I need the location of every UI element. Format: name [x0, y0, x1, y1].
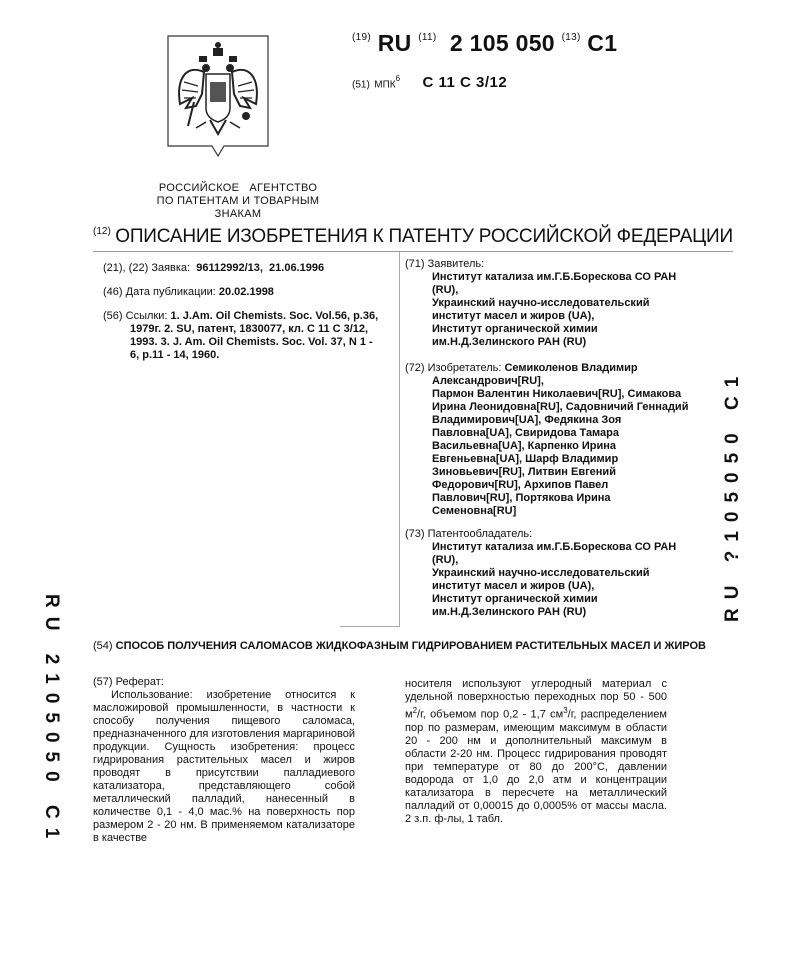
inid-code-54: (54) [93, 640, 113, 652]
superscript-2: 2 [412, 706, 418, 715]
section-divider [340, 626, 400, 627]
patentee-line: Институт органической химии [432, 593, 598, 605]
inventor-line: Пармон Валентин Николаевич[RU], Симакова [432, 388, 682, 400]
patentee-line: им.Н.Д.Зелинского РАН (RU) [432, 606, 587, 618]
inventor-line: Павловна[UA], Свиридова Тамара [432, 427, 620, 439]
russian-coat-of-arms-icon [166, 34, 270, 164]
field-patentee [405, 528, 700, 619]
agency-name [138, 182, 338, 221]
field-references [103, 310, 380, 362]
country-code: RU [377, 30, 412, 56]
applicant-line: институт масел и жиров (UA), [432, 310, 595, 322]
side-code-left-text: RU 2105050 C1 [41, 594, 62, 848]
inventor-line: Евгеньевна[UA], Шарф Владимир [432, 453, 619, 465]
invention-title [93, 640, 733, 653]
patentee-line: Институт катализа им.Г.Б.Борескова СО РАН [432, 541, 677, 553]
kind-code: C1 [587, 30, 618, 56]
applicant-line: Институт органической химии [432, 323, 598, 335]
application-label: Заявка: [151, 262, 191, 274]
side-code-left [30, 590, 70, 880]
inid-code-13: (13) [561, 32, 581, 43]
field-publication-date [103, 286, 393, 299]
side-code-right-text: RU ?105050 C1 [722, 367, 743, 622]
applicant-line: (RU), [432, 284, 459, 296]
applicant-label: Заявитель: [427, 258, 485, 270]
abstract-text-right-3: /г, распределением пор по размерам, имеющим максимум в области 20 - 200 нм и дополнительный максимум в области 2-20 нм. Процесс гидрирования проводят при температуре от 80 до 200°C, давлении водорода от 1,0 до 2,0 атм и концентрации катализатора в пересчете на металлический палладий от 0,00015 до 0,0005% от массы масла. 2 з.п. ф-лы, 1 табл. [405, 708, 667, 825]
inventor-line: Семеновна[RU] [432, 505, 517, 517]
patentee-line: Украинский научно-исследовательский [432, 567, 650, 579]
publication-label: Дата публикации: [125, 286, 216, 298]
inventor-line: Александрович[RU], [432, 375, 544, 387]
inventor-line: Васильевна[UA], Карпенко Ирина [432, 440, 617, 452]
abstract-right-column [405, 678, 667, 826]
inid-code-56: (56) [103, 310, 123, 322]
inid-code-72: (72) [405, 362, 425, 374]
inventor-line: Владимирович[UA], Федякина Зоя [432, 414, 622, 426]
inid-code-46: (46) [103, 286, 123, 298]
inid-code-51: (51) [352, 79, 370, 91]
application-value: 96112992/13, 21.06.1996 [196, 262, 325, 274]
patentee-line: (RU), [432, 554, 459, 566]
inid-code-11: (11) [418, 32, 437, 43]
inid-code-19: (19) [352, 32, 371, 43]
patent-header [352, 30, 617, 57]
applicant-line: им.Н.Д.Зелинского РАН (RU) [432, 336, 587, 348]
abstract-text-left: Использование: изобретение относится к масложировой промышленности, в частности к способу получения пищевого саломаса, предназначенного для изготовления маргариновой продукции. Сущность изобретения: процесс гидрирования растительных масел и жиров проводят в присутствии палладиевого катализатора, представляющего собой металлический палладий, нанесенный в количестве 0,1 - 4,0 мас.% на поверхность пор размером 2 - 20 нм. В применяемом катализаторе в качестве [93, 689, 355, 844]
document-title-text: ОПИСАНИЕ ИЗОБРЕТЕНИЯ К ПАТЕНТУ РОССИЙСКОЙ ФЕДЕРАЦИИ [115, 226, 733, 247]
field-inventors [405, 362, 700, 518]
patent-number: 2 105 050 [449, 30, 555, 56]
patentee-line: институт масел и жиров (UA), [432, 580, 595, 592]
ipc-edition: 6 [395, 74, 401, 83]
document-title [93, 226, 733, 248]
abstract-text-right-1: носителя используют углеродный материал с удельной поверхностью переходных пор 50 - 500 м [405, 678, 667, 721]
references-value: 1. J.Am. Oil Chemists. Soc. Vol.56, p.36, 1979г. 2. SU, патент, 1830077, кл. C 11 C 3/12, 1993. 3. J. Am. Oil Chemists. Soc. Vol. 37, N 1 - 6, p.11 - 14, 1960. [130, 310, 379, 361]
inid-code-12: (12) [93, 226, 111, 237]
inventor-line: Павлович[RU], Портякова Ирина [432, 492, 611, 504]
abstract-text-right-2: /г, объемом пор 0,2 - 1,7 см [417, 708, 564, 721]
inventors-label: Изобретатель: [427, 362, 502, 374]
applicant-line: Украинский научно-исследовательский [432, 297, 650, 309]
inid-code-73: (73) [405, 528, 425, 540]
title-divider [93, 251, 733, 252]
invention-title-text: СПОСОБ ПОЛУЧЕНИЯ САЛОМАСОВ ЖИДКОФАЗНЫМ ГИДРИРОВАНИЕМ РАСТИТЕЛЬНЫХ МАСЕЛ И ЖИРОВ [115, 640, 706, 652]
agency-line-2: ПО ПАТЕНТАМ И ТОВАРНЫМ ЗНАКАМ [156, 195, 320, 220]
ipc-class: C 11 C 3/12 [422, 74, 508, 92]
patentee-label: Патентообладатель: [427, 528, 533, 540]
inventor-line: Ирина Леонидовна[RU], Садовничий Геннадий [432, 401, 689, 413]
abstract-left-column [93, 676, 355, 845]
abstract-label: Реферат: [115, 676, 164, 688]
references-label: Ссылки: [125, 310, 168, 322]
field-applicant [405, 258, 700, 349]
ipc-line [352, 74, 507, 92]
applicant-line: Институт катализа им.Г.Б.Борескова СО РАН [432, 271, 677, 283]
ipc-label: МПК [374, 79, 396, 91]
inid-code-57: (57) [93, 676, 113, 688]
side-code-right [716, 340, 756, 630]
inventor-line: Семиколенов Владимир [504, 362, 638, 374]
agency-line-1: РОССИЙСКОЕ АГЕНТСТВО [158, 182, 318, 194]
inventor-line: Федорович[RU], Архипов Павел [432, 479, 609, 491]
inid-code-71: (71) [405, 258, 425, 270]
field-application [103, 262, 393, 275]
superscript-3: 3 [563, 706, 568, 715]
publication-value: 20.02.1998 [218, 286, 274, 298]
inventor-line: Зиновьевич[RU], Литвин Евгений [432, 466, 616, 478]
column-divider [399, 252, 400, 626]
inid-code-21-22: (21), (22) [103, 262, 149, 274]
